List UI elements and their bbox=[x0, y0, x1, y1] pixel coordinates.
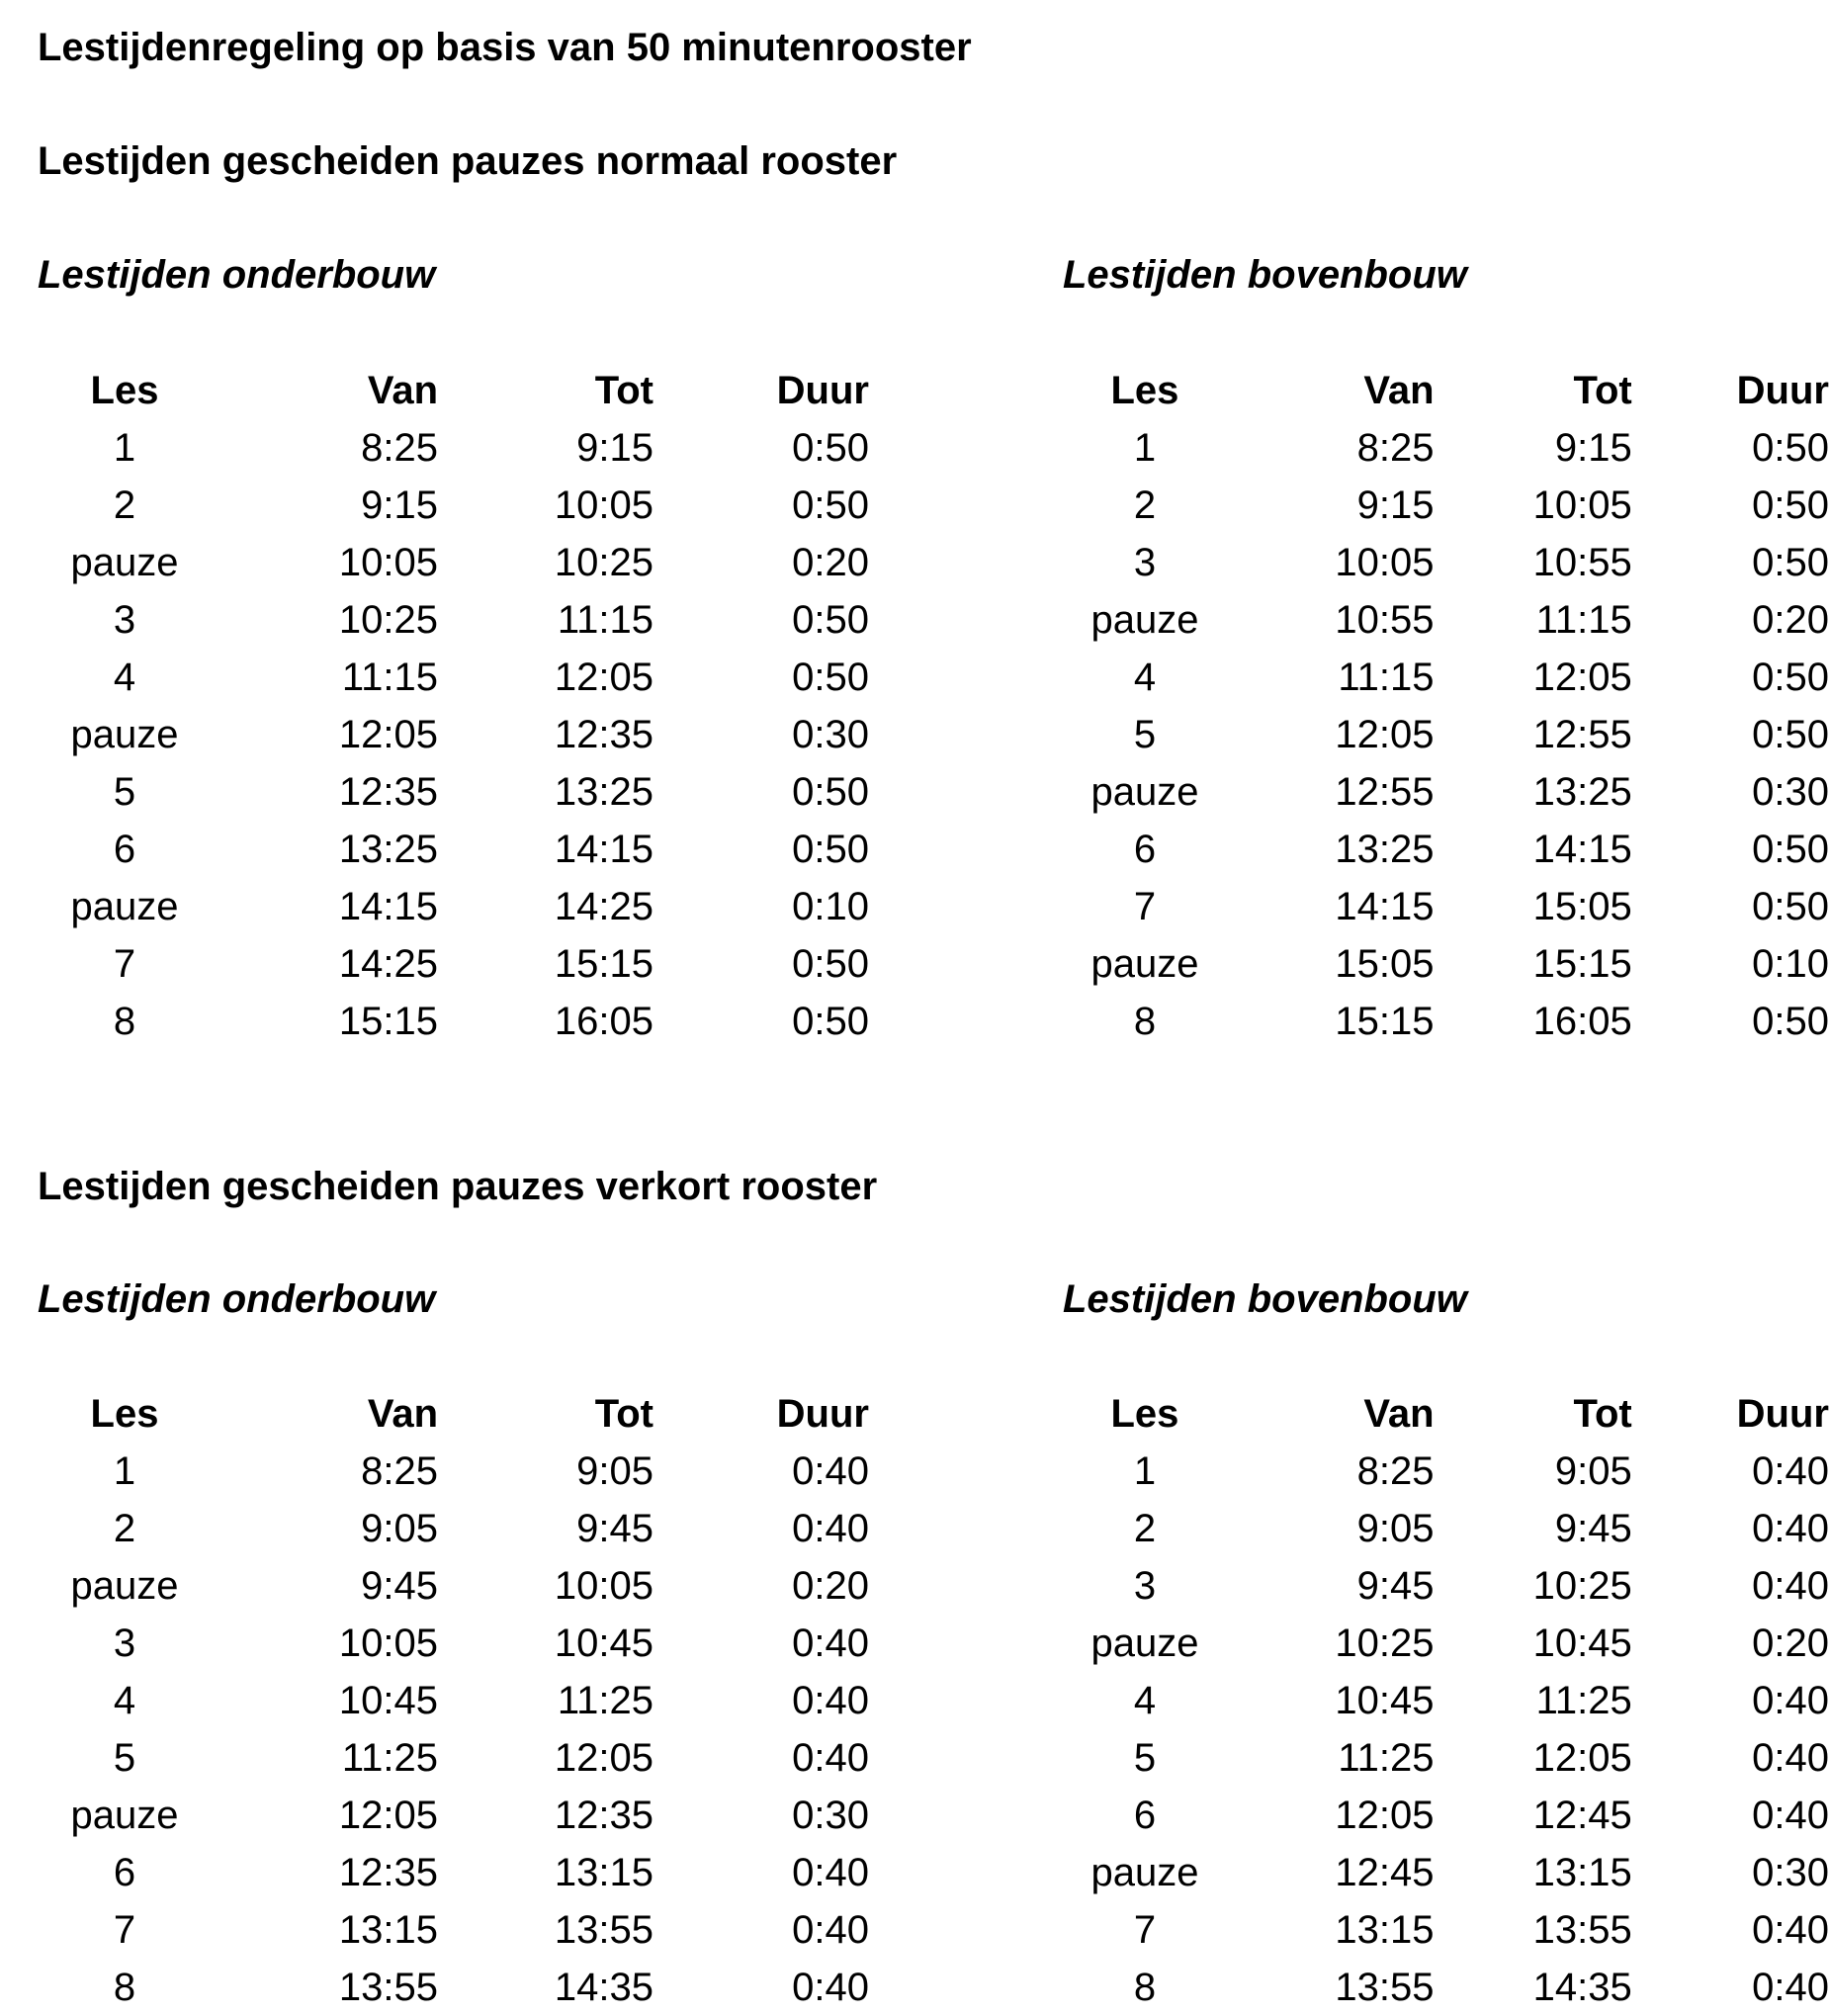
cell-duur: 0:50 bbox=[1752, 483, 1829, 527]
cell-tot: 10:45 bbox=[554, 1622, 653, 1665]
column-header-tot: Tot bbox=[1573, 1392, 1632, 1436]
cell-duur: 0:40 bbox=[792, 1966, 869, 2009]
subtitle-verkort-bovenbouw: Lestijden bovenbouw bbox=[1063, 1277, 1467, 1321]
cell-duur: 0:30 bbox=[1752, 770, 1829, 814]
cell-les: 4 bbox=[1133, 1679, 1157, 1722]
cell-tot: 14:35 bbox=[1532, 1966, 1632, 2009]
cell-van: 12:35 bbox=[338, 770, 438, 814]
subtitle-normaal-bovenbouw: Lestijden bovenbouw bbox=[1063, 253, 1467, 297]
table-row bbox=[38, 1557, 869, 1615]
table-row bbox=[1063, 1615, 1829, 1672]
cell-duur: 0:50 bbox=[1752, 541, 1829, 584]
table-row bbox=[1063, 821, 1829, 878]
cell-tot: 12:05 bbox=[1532, 656, 1632, 699]
cell-van: 9:45 bbox=[361, 1564, 438, 1608]
cell-les: 6 bbox=[1133, 828, 1157, 871]
cell-les: 8 bbox=[1133, 1966, 1157, 2009]
cell-les: pauze bbox=[1090, 1622, 1199, 1665]
cell-les: 6 bbox=[113, 1851, 136, 1894]
cell-tot: 9:45 bbox=[576, 1507, 653, 1550]
table-row bbox=[1063, 1901, 1829, 1959]
column-header-les: Les bbox=[90, 1392, 159, 1436]
cell-duur: 0:30 bbox=[792, 713, 869, 756]
cell-van: 12:05 bbox=[338, 713, 438, 756]
cell-van: 13:25 bbox=[1335, 828, 1435, 871]
cell-tot: 11:15 bbox=[1535, 598, 1632, 642]
cell-van: 12:05 bbox=[1335, 1794, 1435, 1837]
cell-tot: 13:55 bbox=[1532, 1908, 1632, 1952]
cell-les: 8 bbox=[113, 1000, 136, 1043]
cell-duur: 0:40 bbox=[1752, 1564, 1829, 1608]
cell-van: 12:35 bbox=[338, 1851, 438, 1894]
cell-duur: 0:40 bbox=[1752, 1966, 1829, 2009]
cell-duur: 0:50 bbox=[1752, 885, 1829, 928]
table-row bbox=[1063, 1787, 1829, 1844]
cell-duur: 0:40 bbox=[1752, 1449, 1829, 1493]
cell-van: 12:05 bbox=[1335, 713, 1435, 756]
column-header-duur: Duur bbox=[776, 1392, 869, 1436]
cell-tot: 12:05 bbox=[554, 656, 653, 699]
cell-van: 9:05 bbox=[1356, 1507, 1435, 1550]
cell-les: 8 bbox=[113, 1966, 136, 2009]
cell-les: pauze bbox=[70, 1794, 179, 1837]
cell-duur: 0:30 bbox=[1752, 1851, 1829, 1894]
cell-van: 13:55 bbox=[1335, 1966, 1435, 2009]
cell-van: 10:05 bbox=[338, 1622, 438, 1665]
cell-les: 8 bbox=[1133, 1000, 1157, 1043]
table-row bbox=[1063, 1729, 1829, 1787]
cell-duur: 0:50 bbox=[792, 483, 869, 527]
subtitle-verkort-onderbouw: Lestijden onderbouw bbox=[38, 1277, 436, 1321]
cell-tot: 13:15 bbox=[1532, 1851, 1632, 1894]
column-header-duur: Duur bbox=[1736, 1392, 1829, 1436]
cell-les: 3 bbox=[113, 1622, 136, 1665]
cell-duur: 0:40 bbox=[792, 1507, 869, 1550]
cell-duur: 0:50 bbox=[792, 1000, 869, 1043]
schedule-table-verkort-onderbouw bbox=[38, 1385, 869, 2016]
cell-duur: 0:20 bbox=[792, 1564, 869, 1608]
cell-duur: 0:50 bbox=[1752, 828, 1829, 871]
cell-van: 14:25 bbox=[338, 942, 438, 986]
cell-van: 11:15 bbox=[1338, 656, 1435, 699]
cell-tot: 9:05 bbox=[1554, 1449, 1632, 1493]
cell-duur: 0:50 bbox=[1752, 426, 1829, 470]
subtitle-normaal-onderbouw: Lestijden onderbouw bbox=[38, 253, 436, 297]
cell-tot: 14:15 bbox=[1532, 828, 1632, 871]
cell-les: 7 bbox=[113, 942, 136, 986]
cell-les: 3 bbox=[1133, 541, 1157, 584]
cell-tot: 9:15 bbox=[1554, 426, 1632, 470]
schedule-table-verkort-bovenbouw bbox=[1063, 1385, 1829, 2016]
cell-van: 13:25 bbox=[338, 828, 438, 871]
cell-van: 9:15 bbox=[361, 483, 438, 527]
cell-tot: 12:45 bbox=[1532, 1794, 1632, 1837]
table-row bbox=[1063, 1443, 1829, 1500]
cell-van: 10:25 bbox=[338, 598, 438, 642]
cell-les: pauze bbox=[1090, 770, 1199, 814]
cell-tot: 12:35 bbox=[554, 713, 653, 756]
header-row bbox=[38, 1385, 869, 1443]
cell-les: pauze bbox=[70, 1564, 179, 1608]
cell-les: 2 bbox=[113, 483, 136, 527]
cell-tot: 13:15 bbox=[554, 1851, 653, 1894]
cell-van: 9:05 bbox=[361, 1507, 438, 1550]
cell-duur: 0:50 bbox=[792, 426, 869, 470]
column-header-van: Van bbox=[367, 369, 438, 412]
cell-les: 6 bbox=[1133, 1794, 1157, 1837]
cell-tot: 15:15 bbox=[1532, 942, 1632, 986]
cell-van: 10:05 bbox=[1335, 541, 1435, 584]
cell-tot: 10:05 bbox=[1532, 483, 1632, 527]
cell-duur: 0:20 bbox=[1752, 598, 1829, 642]
cell-les: pauze bbox=[70, 885, 179, 928]
column-header-les: Les bbox=[90, 369, 159, 412]
cell-les: 1 bbox=[113, 426, 136, 470]
column-header-van: Van bbox=[367, 1392, 438, 1436]
cell-les: 3 bbox=[1133, 1564, 1157, 1608]
cell-van: 12:45 bbox=[1335, 1851, 1435, 1894]
cell-duur: 0:50 bbox=[792, 598, 869, 642]
cell-tot: 10:05 bbox=[554, 483, 653, 527]
cell-duur: 0:50 bbox=[1752, 656, 1829, 699]
cell-tot: 11:15 bbox=[557, 598, 653, 642]
cell-les: 6 bbox=[113, 828, 136, 871]
cell-tot: 12:05 bbox=[1532, 1736, 1632, 1780]
cell-les: 1 bbox=[1133, 426, 1157, 470]
cell-van: 10:25 bbox=[1335, 1622, 1435, 1665]
cell-duur: 0:50 bbox=[792, 770, 869, 814]
cell-duur: 0:40 bbox=[1752, 1794, 1829, 1837]
column-header-duur: Duur bbox=[1736, 369, 1829, 412]
cell-van: 14:15 bbox=[338, 885, 438, 928]
cell-van: 15:15 bbox=[338, 1000, 438, 1043]
cell-tot: 15:05 bbox=[1532, 885, 1632, 928]
table-row bbox=[38, 534, 869, 591]
cell-van: 11:25 bbox=[1338, 1736, 1435, 1780]
schedule-table-normaal-bovenbouw bbox=[1063, 362, 1829, 1050]
header-row bbox=[1063, 362, 1829, 419]
cell-van: 8:25 bbox=[1356, 1449, 1435, 1493]
cell-tot: 16:05 bbox=[1532, 1000, 1632, 1043]
cell-les: pauze bbox=[1090, 1851, 1199, 1894]
column-header-tot: Tot bbox=[594, 1392, 653, 1436]
cell-van: 13:15 bbox=[1335, 1908, 1435, 1952]
cell-tot: 10:25 bbox=[554, 541, 653, 584]
table-row bbox=[1063, 935, 1829, 993]
table-row bbox=[38, 935, 869, 993]
table-row bbox=[38, 878, 869, 935]
cell-tot: 10:45 bbox=[1532, 1622, 1632, 1665]
table-row bbox=[38, 1844, 869, 1901]
table-row bbox=[38, 706, 869, 763]
cell-van: 15:05 bbox=[1335, 942, 1435, 986]
table-row bbox=[1063, 1844, 1829, 1901]
cell-les: 7 bbox=[113, 1908, 136, 1952]
table-row bbox=[38, 1787, 869, 1844]
cell-tot: 10:25 bbox=[1532, 1564, 1632, 1608]
cell-les: 5 bbox=[113, 770, 136, 814]
table-row bbox=[38, 1729, 869, 1787]
cell-tot: 13:55 bbox=[554, 1908, 653, 1952]
cell-van: 11:15 bbox=[341, 656, 438, 699]
cell-tot: 14:25 bbox=[554, 885, 653, 928]
cell-les: 1 bbox=[1133, 1449, 1157, 1493]
cell-van: 8:25 bbox=[1356, 426, 1435, 470]
cell-les: 5 bbox=[113, 1736, 136, 1780]
cell-duur: 0:40 bbox=[792, 1449, 869, 1493]
table-row bbox=[1063, 993, 1829, 1050]
cell-van: 11:25 bbox=[341, 1736, 438, 1780]
table-row bbox=[1063, 649, 1829, 706]
cell-duur: 0:40 bbox=[1752, 1507, 1829, 1550]
cell-duur: 0:20 bbox=[1752, 1622, 1829, 1665]
table-row bbox=[38, 649, 869, 706]
cell-tot: 15:15 bbox=[554, 942, 653, 986]
table-row bbox=[38, 1615, 869, 1672]
cell-duur: 0:10 bbox=[1752, 942, 1829, 986]
cell-tot: 11:25 bbox=[557, 1679, 653, 1722]
cell-les: 4 bbox=[113, 1679, 136, 1722]
cell-duur: 0:10 bbox=[792, 885, 869, 928]
cell-van: 13:55 bbox=[338, 1966, 438, 2009]
cell-duur: 0:40 bbox=[1752, 1736, 1829, 1780]
cell-tot: 12:05 bbox=[554, 1736, 653, 1780]
table-row bbox=[38, 477, 869, 534]
cell-van: 9:15 bbox=[1356, 483, 1435, 527]
table-row bbox=[1063, 1959, 1829, 2016]
cell-van: 14:15 bbox=[1335, 885, 1435, 928]
table-row bbox=[38, 591, 869, 649]
cell-tot: 14:35 bbox=[554, 1966, 653, 2009]
column-header-van: Van bbox=[1363, 369, 1435, 412]
cell-les: 7 bbox=[1133, 885, 1157, 928]
cell-tot: 14:15 bbox=[554, 828, 653, 871]
cell-van: 9:45 bbox=[1356, 1564, 1435, 1608]
header-row bbox=[1063, 1385, 1829, 1443]
cell-van: 10:05 bbox=[338, 541, 438, 584]
table-row bbox=[38, 1443, 869, 1500]
cell-les: 4 bbox=[1133, 656, 1157, 699]
section-heading-normaal: Lestijden gescheiden pauzes normaal rooster bbox=[38, 139, 898, 183]
cell-tot: 13:25 bbox=[1532, 770, 1632, 814]
cell-tot: 11:25 bbox=[1535, 1679, 1632, 1722]
cell-les: pauze bbox=[1090, 942, 1199, 986]
table-row bbox=[38, 763, 869, 821]
table-row bbox=[38, 1901, 869, 1959]
cell-duur: 0:20 bbox=[792, 541, 869, 584]
cell-duur: 0:40 bbox=[792, 1622, 869, 1665]
table-row bbox=[1063, 1500, 1829, 1557]
column-header-duur: Duur bbox=[776, 369, 869, 412]
table-row bbox=[1063, 419, 1829, 477]
cell-van: 15:15 bbox=[1335, 1000, 1435, 1043]
table-row bbox=[38, 993, 869, 1050]
column-header-van: Van bbox=[1363, 1392, 1435, 1436]
cell-duur: 0:40 bbox=[1752, 1908, 1829, 1952]
cell-les: 2 bbox=[1133, 1507, 1157, 1550]
cell-les: 4 bbox=[113, 656, 136, 699]
column-header-les: Les bbox=[1110, 1392, 1179, 1436]
cell-tot: 16:05 bbox=[554, 1000, 653, 1043]
cell-van: 12:05 bbox=[338, 1794, 438, 1837]
table-row bbox=[38, 1672, 869, 1729]
cell-tot: 9:15 bbox=[576, 426, 653, 470]
cell-duur: 0:40 bbox=[792, 1736, 869, 1780]
cell-van: 10:45 bbox=[1335, 1679, 1435, 1722]
cell-les: 5 bbox=[1133, 713, 1157, 756]
cell-tot: 12:35 bbox=[554, 1794, 653, 1837]
column-header-tot: Tot bbox=[1573, 369, 1632, 412]
cell-van: 8:25 bbox=[361, 426, 438, 470]
document-title: Lestijdenregeling op basis van 50 minutenrooster bbox=[38, 26, 972, 69]
table-row bbox=[1063, 477, 1829, 534]
cell-van: 10:45 bbox=[338, 1679, 438, 1722]
cell-duur: 0:40 bbox=[1752, 1679, 1829, 1722]
cell-tot: 9:45 bbox=[1554, 1507, 1632, 1550]
table-row bbox=[1063, 1557, 1829, 1615]
cell-les: 3 bbox=[113, 598, 136, 642]
cell-les: pauze bbox=[70, 541, 179, 584]
table-row bbox=[1063, 534, 1829, 591]
table-row bbox=[1063, 1672, 1829, 1729]
section-heading-verkort: Lestijden gescheiden pauzes verkort rooster bbox=[38, 1165, 878, 1208]
table-row bbox=[38, 1500, 869, 1557]
cell-van: 8:25 bbox=[361, 1449, 438, 1493]
cell-duur: 0:50 bbox=[792, 828, 869, 871]
cell-duur: 0:40 bbox=[792, 1851, 869, 1894]
cell-duur: 0:50 bbox=[1752, 1000, 1829, 1043]
cell-les: 5 bbox=[1133, 1736, 1157, 1780]
table-row bbox=[1063, 878, 1829, 935]
cell-tot: 12:55 bbox=[1532, 713, 1632, 756]
column-header-les: Les bbox=[1110, 369, 1179, 412]
table-row bbox=[38, 821, 869, 878]
table-row bbox=[38, 1959, 869, 2016]
cell-tot: 13:25 bbox=[554, 770, 653, 814]
cell-van: 13:15 bbox=[338, 1908, 438, 1952]
cell-tot: 9:05 bbox=[576, 1449, 653, 1493]
cell-duur: 0:40 bbox=[792, 1908, 869, 1952]
cell-duur: 0:50 bbox=[792, 942, 869, 986]
cell-tot: 10:55 bbox=[1532, 541, 1632, 584]
header-row bbox=[38, 362, 869, 419]
schedule-table-normaal-onderbouw bbox=[38, 362, 869, 1050]
cell-tot: 10:05 bbox=[554, 1564, 653, 1608]
table-row bbox=[1063, 706, 1829, 763]
cell-les: pauze bbox=[1090, 598, 1199, 642]
table-row bbox=[38, 419, 869, 477]
cell-les: 2 bbox=[113, 1507, 136, 1550]
cell-van: 12:55 bbox=[1335, 770, 1435, 814]
cell-les: 1 bbox=[113, 1449, 136, 1493]
cell-les: 7 bbox=[1133, 1908, 1157, 1952]
cell-van: 10:55 bbox=[1335, 598, 1435, 642]
cell-duur: 0:40 bbox=[792, 1679, 869, 1722]
table-row bbox=[1063, 763, 1829, 821]
column-header-tot: Tot bbox=[594, 369, 653, 412]
cell-duur: 0:50 bbox=[792, 656, 869, 699]
table-row bbox=[1063, 591, 1829, 649]
cell-les: pauze bbox=[70, 713, 179, 756]
cell-duur: 0:30 bbox=[792, 1794, 869, 1837]
cell-les: 2 bbox=[1133, 483, 1157, 527]
cell-duur: 0:50 bbox=[1752, 713, 1829, 756]
